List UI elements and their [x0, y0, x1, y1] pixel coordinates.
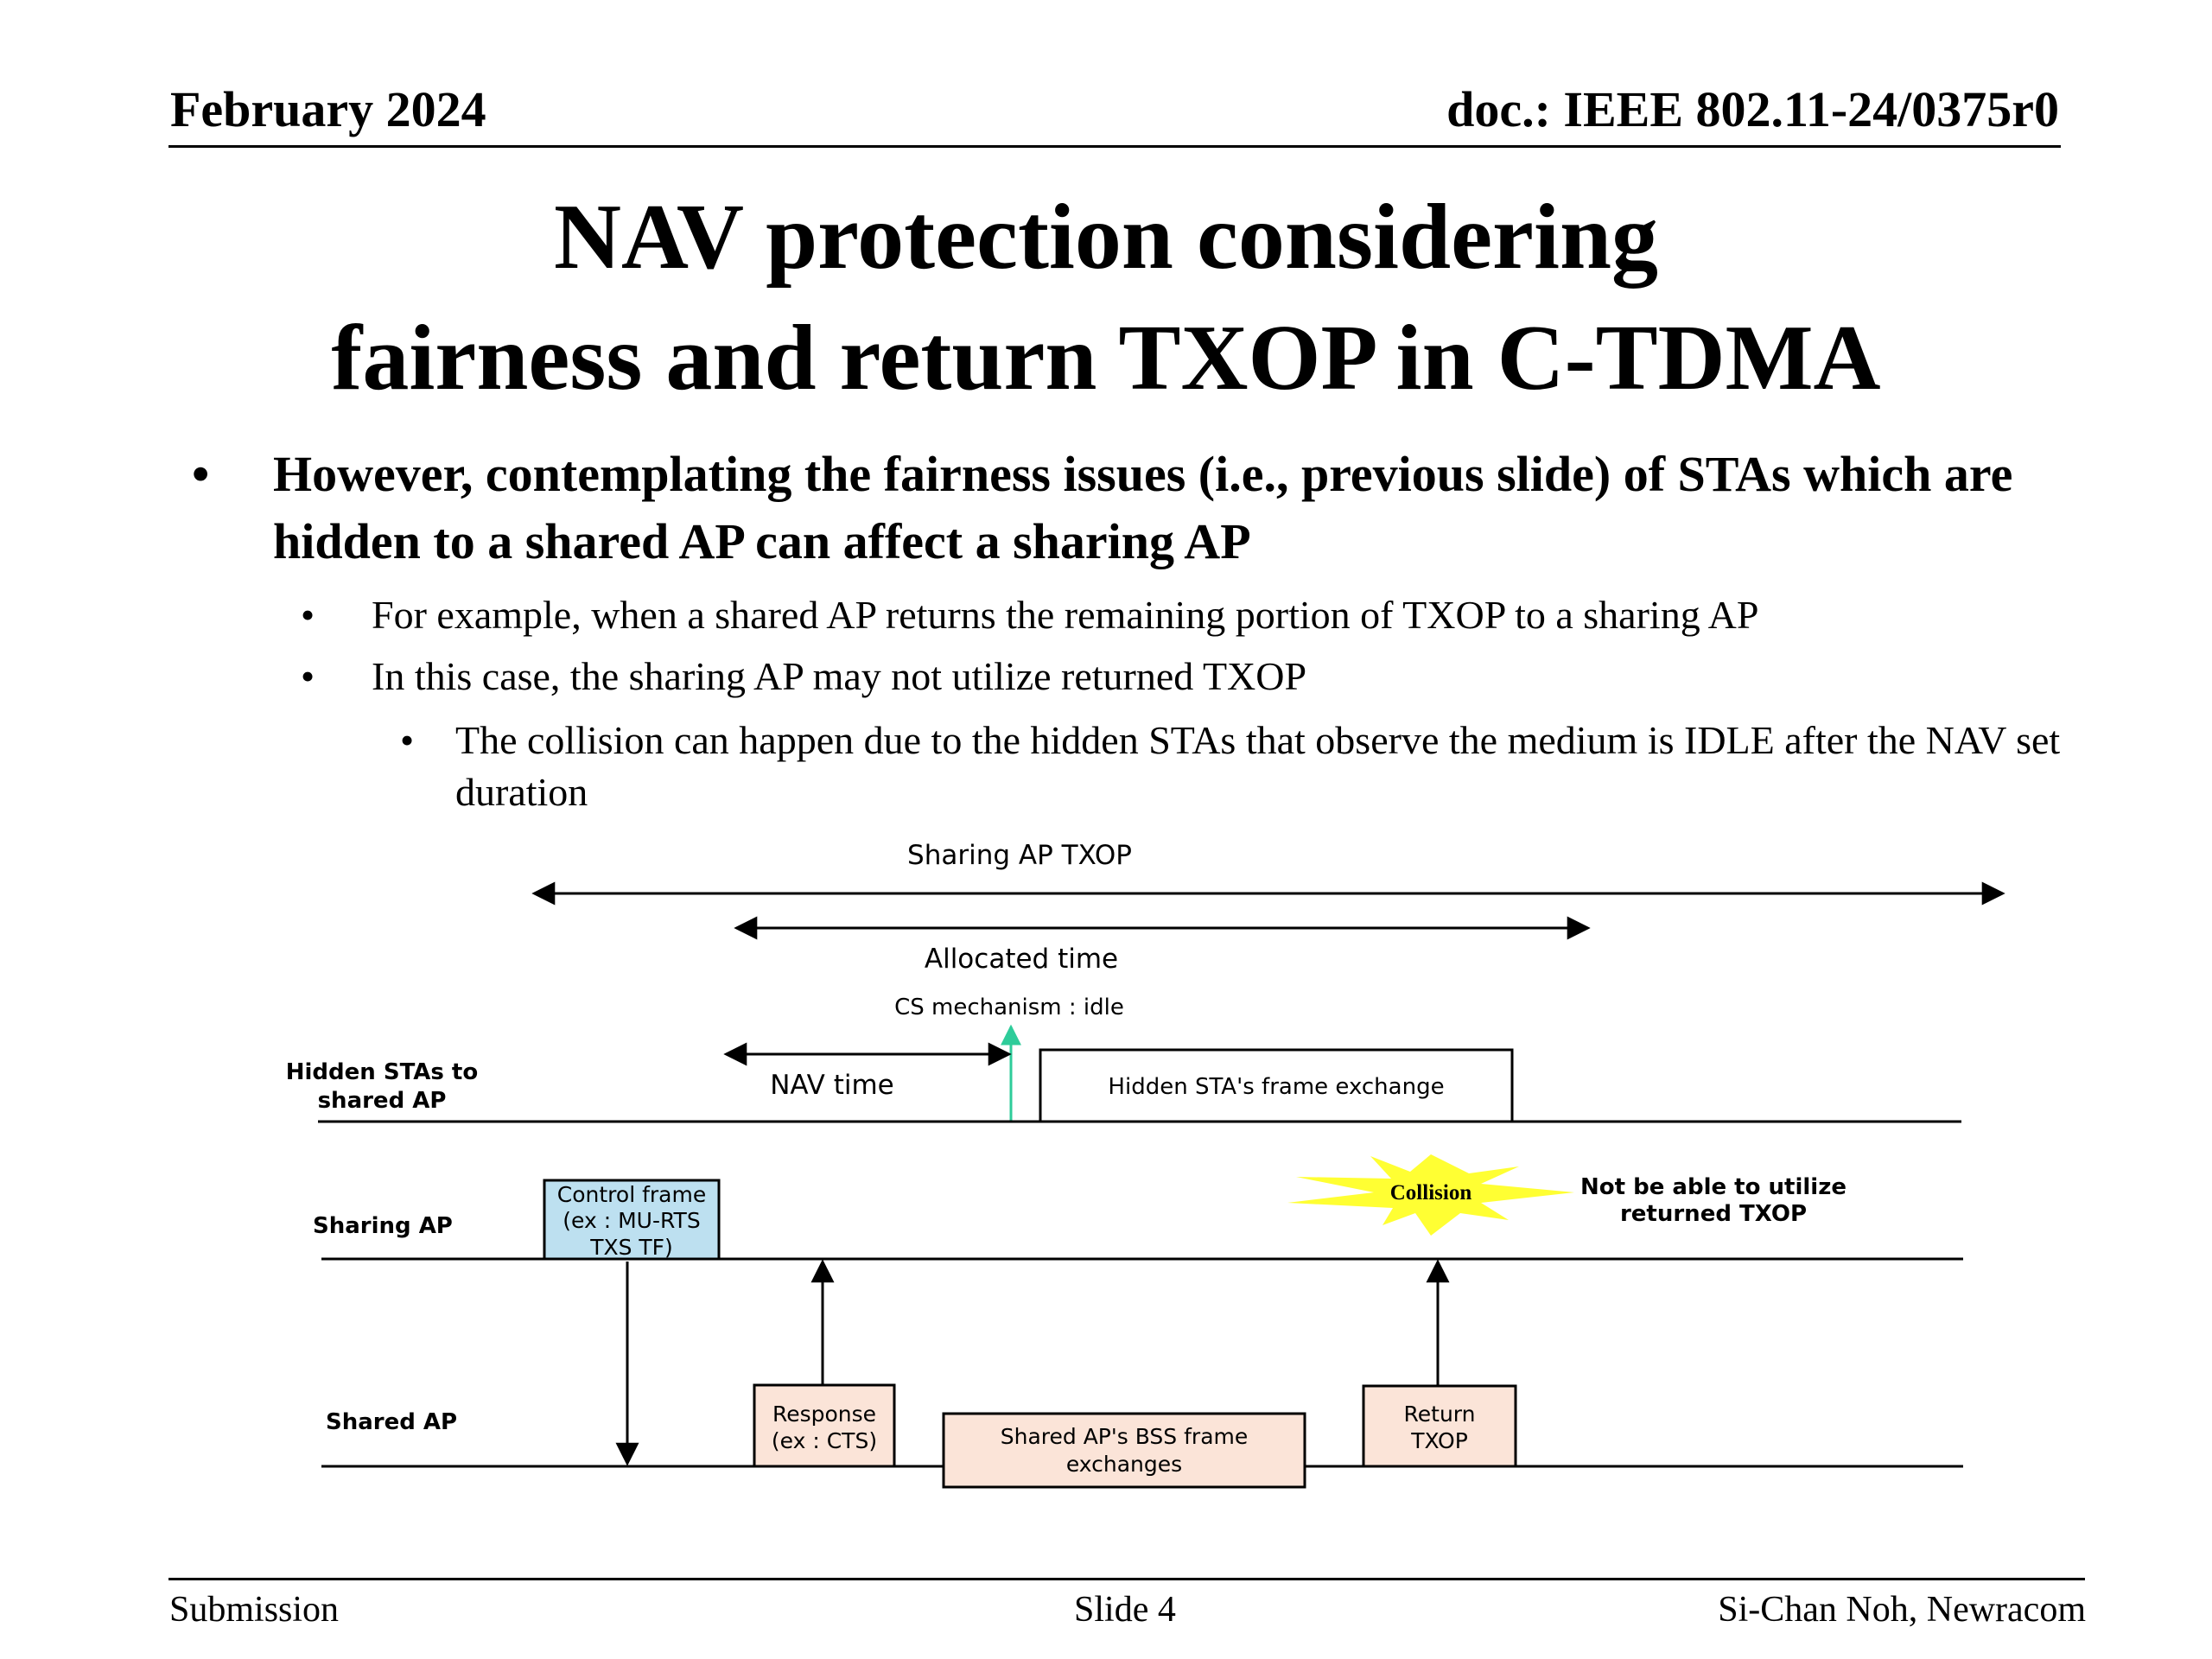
footer-slide-number: Slide 4	[1074, 1590, 1176, 1630]
response-label-line2: (ex : CTS)	[771, 1428, 878, 1453]
header-date: February 2024	[170, 81, 486, 137]
footer-author: Si-Chan Noh, Newracom	[1718, 1590, 2086, 1630]
slide-title-line2: fairness and return TXOP in C-TDMA	[331, 307, 1881, 410]
bullet-marker-sub2: •	[301, 654, 315, 698]
control-frame-label-line1: Control frame	[556, 1182, 707, 1207]
bss-frame-label-line2: exchanges	[1065, 1452, 1183, 1477]
sharing-txop-label: Sharing AP TXOP	[907, 840, 1132, 871]
row-label-shared-ap: Shared AP	[326, 1409, 458, 1435]
bullet-sub2: In this case, the sharing AP may not utilize returned TXOP	[372, 654, 1307, 698]
header-doc-id: doc.: IEEE 802.11-24/0375r0	[1446, 81, 2059, 137]
collision-label: Collision	[1389, 1181, 1472, 1205]
bss-frame-label-line1: Shared AP's BSS frame	[1000, 1424, 1249, 1449]
return-txop-label-line1: Return	[1403, 1402, 1476, 1427]
allocated-time-label: Allocated time	[924, 944, 1119, 975]
control-frame-label-line2: (ex : MU-RTS	[563, 1208, 701, 1233]
footer-divider	[168, 1578, 2085, 1580]
slide-title-line1: NAV protection considering	[553, 186, 1659, 289]
bullet-sub1: For example, when a shared AP returns the remaining portion of TXOP to a sharing AP	[372, 593, 1759, 637]
footer-submission: Submission	[169, 1590, 340, 1630]
not-able-note-line1: Not be able to utilize	[1580, 1174, 1847, 1200]
row-label-sharing-ap: Sharing AP	[313, 1213, 453, 1239]
bullet-marker: •	[192, 446, 210, 502]
hidden-sta-frame-label: Hidden STA's frame exchange	[1108, 1074, 1445, 1100]
cs-mechanism-label: CS mechanism : idle	[894, 995, 1124, 1020]
bullet-marker-subsub1: •	[400, 718, 415, 762]
bullet-marker-sub1: •	[301, 593, 315, 637]
not-able-note-line2: returned TXOP	[1619, 1201, 1808, 1227]
bullet-subsub1: The collision can happen due to the hidden STAs that observe the medium is IDLE after the NAV set duration	[455, 718, 2061, 814]
bullet-main: However, contemplating the fairness issues (i.e., previous slide) of STAs which are hidden to a shared AP can affect a sharing AP	[273, 446, 2013, 569]
control-frame-label-line3: TXS TF)	[590, 1235, 673, 1260]
row-label-hidden-line2: shared AP	[317, 1088, 447, 1114]
response-label-line1: Response	[772, 1402, 877, 1427]
return-txop-label-line2: TXOP	[1411, 1428, 1468, 1453]
nav-time-label: NAV time	[770, 1070, 894, 1101]
row-label-hidden-line1: Hidden STAs to	[285, 1059, 479, 1085]
